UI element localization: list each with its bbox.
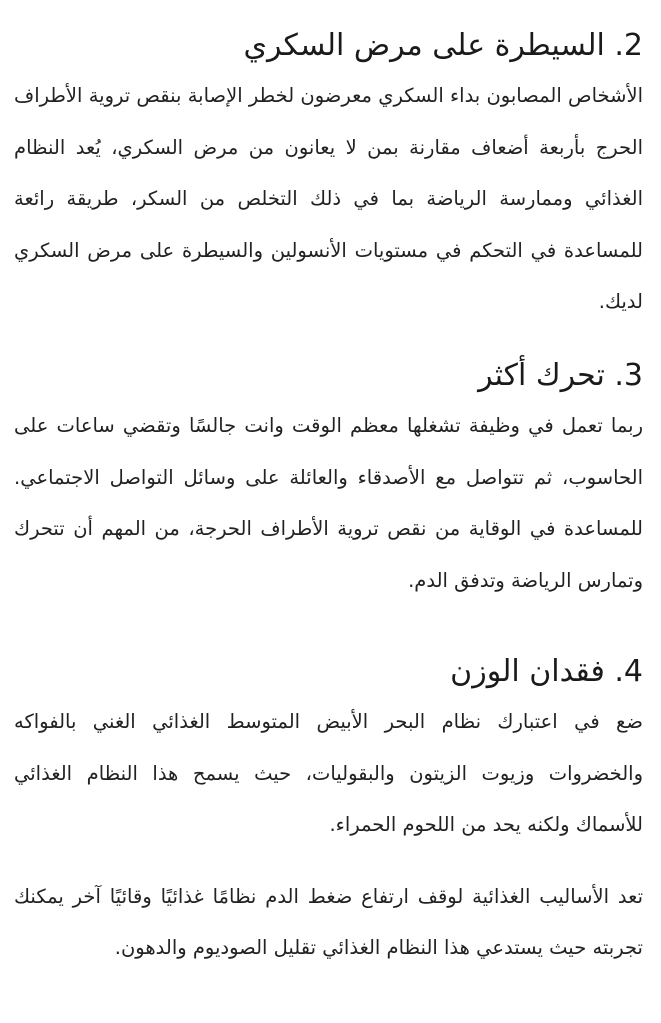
- section-paragraph: ربما تعمل في وظيفة تشغلها معظم الوقت وانت جالسًا وتقضي ساعات على الحاسوب، ثم تتواصل مع الأصدقاء والعائلة على وسائل التواصل الاجتماعي. للمساعدة في الوقاية من نقص تروية الأطراف الحرجة، من المهم أن تتحرك وتمارس الرياضة وتدفق الدم.: [14, 414, 643, 592]
- section-heading: 4. فقدان الوزن: [450, 654, 643, 689]
- section-diabetes-control: [14, 22, 643, 352]
- section-move-more: [14, 352, 643, 648]
- section-paragraph: تعد الأساليب الغذائية لوقف ارتفاع ضغط الدم نظامًا غذائيًا وقائيًا آخر يمكنك تجربته حيث يستدعي هذا النظام الغذائي تقليل الصوديوم والدهون.: [14, 884, 643, 959]
- section-paragraph: ضع في اعتبارك نظام البحر الأبيض المتوسط الغذائي الغني بالفواكه والخضروات وزيوت الزيتون والبقوليات، حيث يسمح هذا النظام الغذائي للأسماك ولكنه يحد من اللحوم الحمراء.: [14, 710, 643, 836]
- section-heading: 3. تحرك أكثر: [478, 358, 643, 393]
- section-paragraph: الأشخاص المصابون بداء السكري معرضون لخطر الإصابة بنقص تروية الأطراف الحرج بأربعة أضعاف مقارنة بمن لا يعانون من مرض السكري، يُعد النظام الغذائي وممارسة الرياضة بما في ذلك التخلص من السكر، طريقة رائعة للمساعدة في التحكم في مستويات الأنسولين والسيطرة على مرض السكري لديك.: [14, 84, 643, 313]
- section-heading: 2. السيطرة على مرض السكري: [243, 28, 643, 63]
- section-weight-loss: [14, 648, 643, 974]
